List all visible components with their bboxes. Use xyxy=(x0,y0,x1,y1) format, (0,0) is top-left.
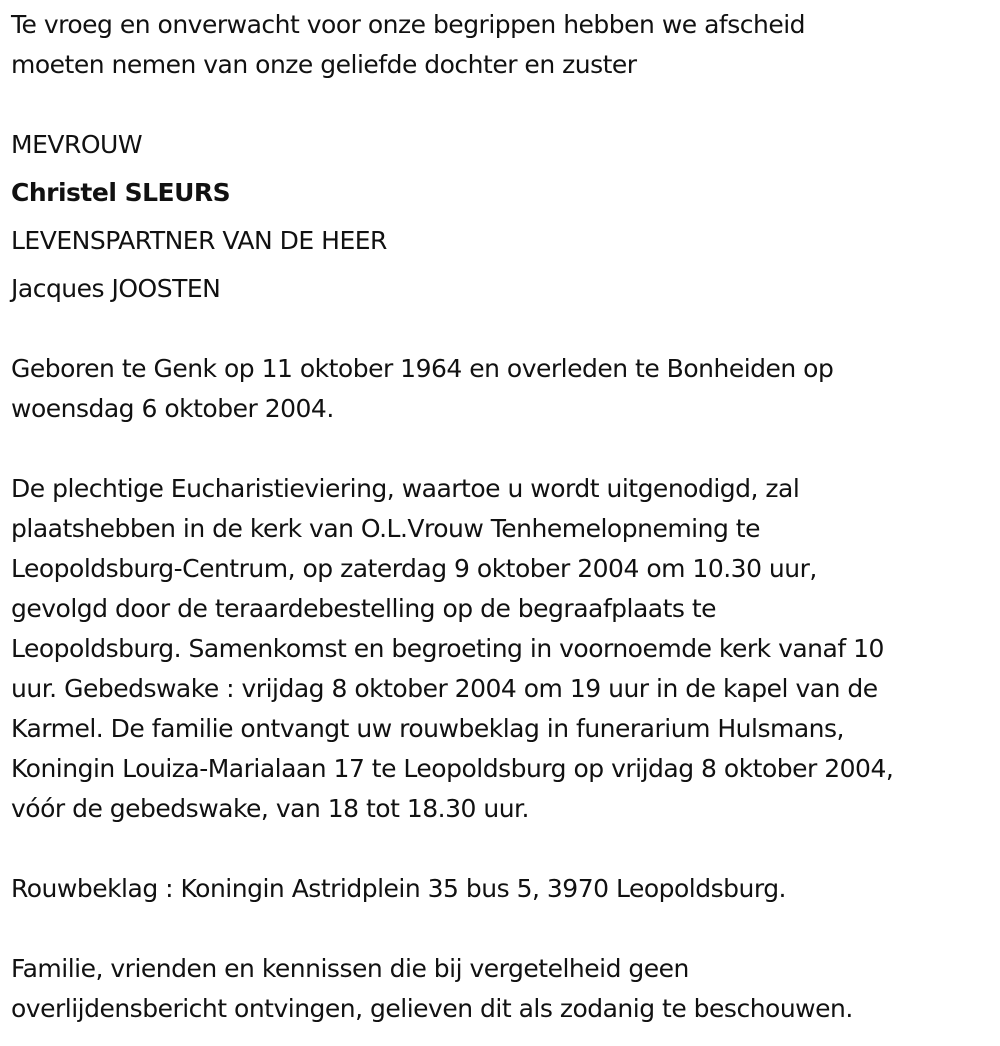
ceremony-line-1: De plechtige Eucharistieviering, waartoe u wordt uitgenodigd, zal xyxy=(11,474,800,503)
ceremony-line-9: vóór de gebedswake, van 18 tot 18.30 uur. xyxy=(11,794,529,823)
ceremony-line-6: uur. Gebedswake : vrijdag 8 oktober 2004 om 19 uur in de kapel van de xyxy=(11,674,878,703)
partner-name: Jacques JOOSTEN xyxy=(11,274,221,303)
person-relation: LEVENSPARTNER VAN DE HEER xyxy=(11,226,387,255)
ceremony-line-2: plaatshebben in de kerk van O.L.Vrouw Tenhemelopneming te xyxy=(11,514,760,543)
ceremony-line-4: gevolgd door de teraardebestelling op de begraafplaats te xyxy=(11,594,717,623)
ceremony-line-3: Leopoldsburg-Centrum, op zaterdag 9 oktober 2004 om 10.30 uur, xyxy=(11,554,817,583)
closing-line-2: overlijdensbericht ontvingen, gelieven dit als zodanig te beschouwen. xyxy=(11,994,853,1023)
intro-line-2: moeten nemen van onze geliefde dochter en zuster xyxy=(11,50,637,79)
condolence-address: Rouwbeklag : Koningin Astridplein 35 bus 5, 3970 Leopoldsburg. xyxy=(11,874,787,903)
ceremony-line-5: Leopoldsburg. Samenkomst en begroeting in voornoemde kerk vanaf 10 xyxy=(11,634,884,663)
intro-line-1: Te vroeg en onverwacht voor onze begrippen hebben we afscheid xyxy=(11,10,806,39)
ceremony-line-7: Karmel. De familie ontvangt uw rouwbeklag in funerarium Hulsmans, xyxy=(11,714,844,743)
person-title: MEVROUW xyxy=(11,130,143,159)
closing-line-1: Familie, vrienden en kennissen die bij vergetelheid geen xyxy=(11,954,689,983)
birth-death-line-2: woensdag 6 oktober 2004. xyxy=(11,394,334,423)
birth-death-line-1: Geboren te Genk op 11 oktober 1964 en overleden te Bonheiden op xyxy=(11,354,834,383)
ceremony-line-8: Koningin Louiza-Marialaan 17 te Leopoldsburg op vrijdag 8 oktober 2004, xyxy=(11,754,894,783)
person-name: Christel SLEURS xyxy=(11,178,231,207)
